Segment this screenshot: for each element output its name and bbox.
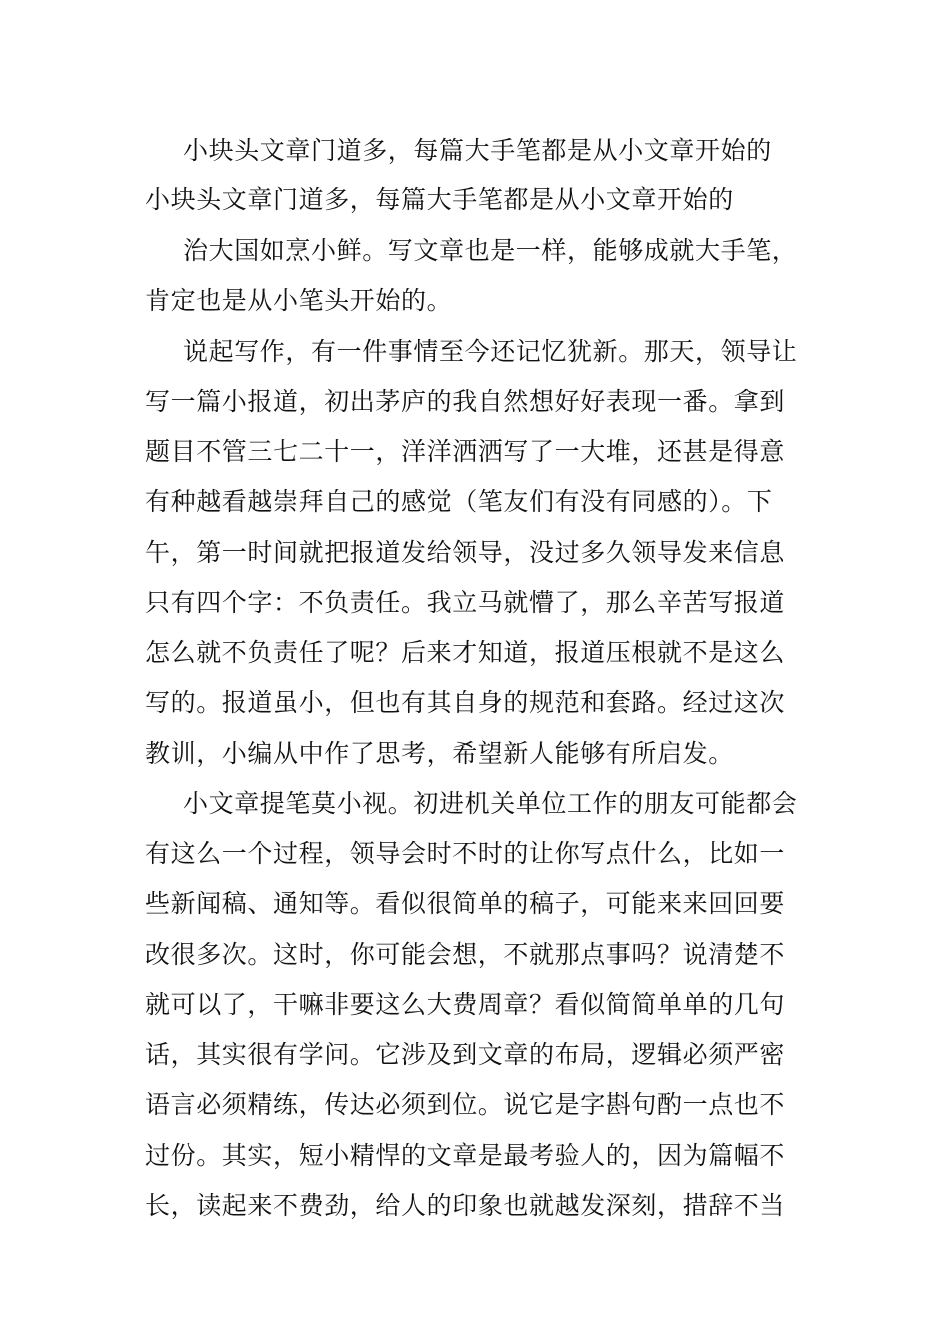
paragraph-3-line: 小文章提笔莫小视。初进机关单位工作的朋友可能都会 [183,789,798,818]
paragraph-2-line: 有种越看越崇拜自己的感觉（笔友们有没有同感的）。下 [145,487,773,516]
paragraph-1-line: 肯定也是从小笔头开始的。 [145,286,453,315]
paragraph-3-line: 过份。其实，短小精悍的文章是最考验人的，因为篇幅不 [145,1141,786,1170]
paragraph-2-line: 写一篇小报道，初出茅庐的我自然想好好表现一番。拿到 [145,387,786,416]
paragraph-2-line: 只有四个字：不负责任。我立马就懵了，那么辛苦写报道 [145,588,786,617]
paragraph-2-line: 怎么就不负责任了呢？后来才知道，报道压根就不是这么 [145,638,786,667]
paragraph-2-line: 说起写作，有一件事情至今还记忆犹新。那天，领导让 [183,337,798,366]
paragraph-2-line: 题目不管三七二十一，洋洋洒洒写了一大堆，还甚是得意 [145,437,786,466]
document-title-repeat: 小块头文章门道多，每篇大手笔都是从小文章开始的 [145,185,734,214]
paragraph-3-line: 有这么一个过程，领导会时不时的让你写点什么，比如一 [145,839,786,868]
paragraph-2-line: 写的。报道虽小，但也有其自身的规范和套路。经过这次 [145,688,786,717]
document-title: 小块头文章门道多，每篇大手笔都是从小文章开始的 [183,136,772,165]
paragraph-3-line: 些新闻稿、通知等。看似很简单的稿子，可能来来回回要 [145,889,786,918]
paragraph-3-line: 就可以了，干嘛非要这么大费周章？看似简简单单的几句 [145,990,786,1019]
paragraph-3-line: 改很多次。这时，你可能会想，不就那点事吗？说清楚不 [145,940,786,969]
paragraph-2-line: 午，第一时间就把报道发给领导，没过多久领导发来信息 [145,538,786,567]
paragraph-2-line: 教训，小编从中作了思考，希望新人能够有所启发。 [145,739,734,768]
paragraph-1-line: 治大国如烹小鲜。写文章也是一样，能够成就大手笔， [183,236,798,265]
paragraph-3-line: 语言必须精练，传达必须到位。说它是字斟句酌一点也不 [145,1090,786,1119]
paragraph-3-line: 长，读起来不费劲，给人的印象也就越发深刻，措辞不当 [145,1191,786,1220]
paragraph-3-line: 话，其实很有学问。它涉及到文章的布局，逻辑必须严密 [145,1040,786,1069]
